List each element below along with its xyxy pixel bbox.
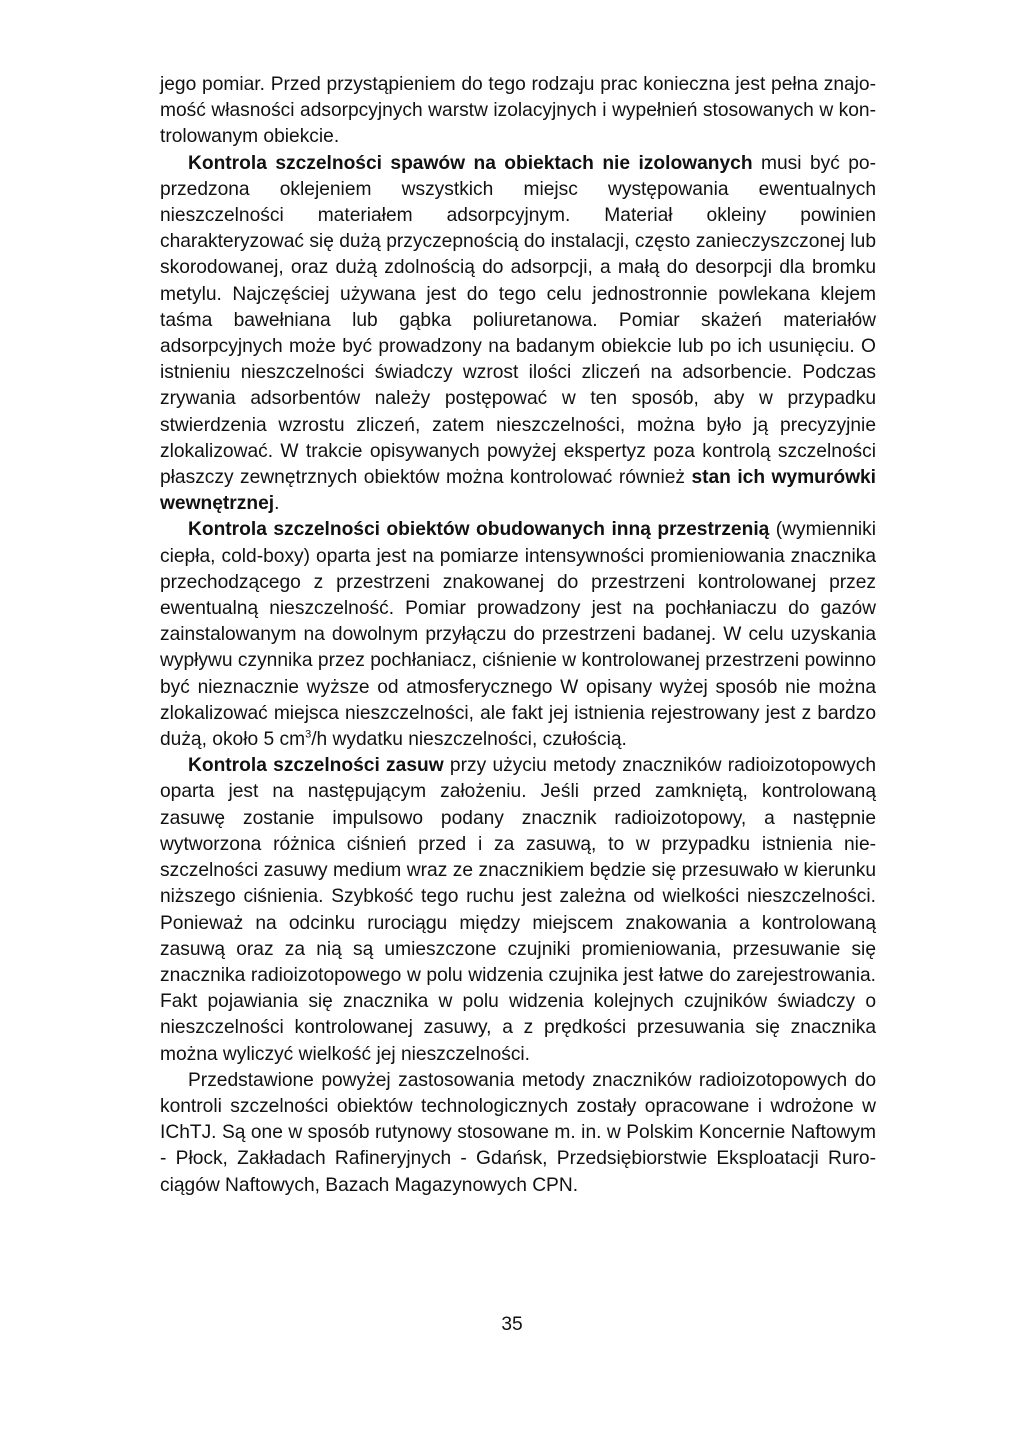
paragraph: [160, 72, 876, 151]
paragraph-text: /h wydatku nieszczelności, czułością.: [311, 729, 627, 751]
page-number: 35: [501, 1314, 523, 1335]
paragraph-text: Przedstawione powyżej zastosowania metody znaczników radioizotopowych do kontroli szczelności obiektów technologicznych zostały opracowane i wdrożone w IChTJ. Są one w sposób rutynowy stosowane m. in. w Polskim Koncernie Naftowym - Płock, Zakładach Rafineryjnych - Gdańsk, Przedsiębiorstwie Eksploatacji Rurociągów Naftowych, Bazach Magazynowych CPN.: [160, 1069, 876, 1196]
bold-heading-text: Kontrola szczelności obiektów obudowanych inną przestrzenią: [188, 519, 770, 541]
bold-heading-text: Kontrola szczelności zasuw: [188, 755, 444, 777]
paragraph: [160, 753, 876, 1067]
paragraph-text: .: [274, 493, 280, 515]
bold-heading-text: Kontrola szczelności spawów na obiektach nie izolowanych: [188, 152, 753, 174]
paragraph: [160, 517, 876, 753]
paragraph-text: jego pomiar. Przed przystąpieniem do tego rodzaju prac konieczna jest pełna znajomość własności adsorpcyjnych warstw izolacyjnych i wypełnień stosowanych w kontrolowanym obiekcie.: [160, 74, 876, 148]
paragraph-text: przy użyciu metody znaczników radioizotopowych oparta jest na następującym założeniu. Jeśli przed zamkniętą, kontrolowaną zasuwę zostanie impulsowo podany znacznik radioizotopowy, a następnie wytworzona różnica ciśnień przed i za zasuwą, to w przypadku istnienia nieszczelności zasuwy medium wraz ze znacznikiem będzie się przesuwało w kierunku niższego ciśnienia. Szybkość tego ruchu jest zależna od wielkości nieszczelności. Ponieważ na odcinku rurociągu między miejscem znakowania a kontrolowaną zasuwą oraz za nią są umieszczone czujniki promieniowania, przesuwanie się znacznika radioizotopowego w polu widzenia czujnika jest łatwe do zarejestrowania. Fakt pojawiania się znacznika w polu widzenia kolejnych czujników świadczy o nieszczelności kontrolowanej zasuwy, a z prędkości przesuwania się znacznika można wyliczyć wielkość jej nieszczelności.: [160, 755, 876, 1065]
paragraph-text: musi być poprzedzona oklejeniem wszystkich miejsc występowania ewentualnych nieszczelności materiałem adsorpcyjnym. Materiał okleiny powinien charakteryzować się dużą przyczepnością do instalacji, często zanieczyszczonej lub skorodowanej, oraz dużą zdolnością do adsorpcji, a małą do desorpcji dla bromku metylu. Najczęściej używana jest do tego celu jednostronnie powlekana klejem taśma bawełniana lub gąbka poliuretanowa. Pomiar skażeń materiałów adsorpcyjnych może być prowadzony na badanym obiekcie lub po ich usunięciu. O istnieniu nieszczelności świadczy wzrost ilości zliczeń na adsorbencie. Podczas zrywania adsorbentów należy postępować w ten sposób, aby w przypadku stwierdzenia wzrostu zliczeń, zatem nieszczelności, można było ją precyzyjnie zlokalizować. W trakcie opisywanych powyżej ekspertyz poza kontrolą szczelności płaszczy zewnętrznych obiektów można kontrolować również: [160, 152, 876, 489]
bold-heading-text: stan ich wymurówki wewnętrznej: [160, 467, 877, 515]
paragraph: [160, 1068, 876, 1199]
superscript: 3: [305, 728, 312, 741]
document-body: [160, 72, 876, 1199]
paragraph-text: (wymienniki ciepła, cold-boxy) oparta jest na pomiarze intensywności promieniowania znacznika przechodzącego z przestrzeni znakowanej do przestrzeni kontrolowanej przez ewentualną nieszczelność. Pomiar prowadzony jest na pochłaniaczu do gazów zainstalowanym na dowolnym przyłączu do przestrzeni badanej. W celu uzyskania wypływu czynnika przez pochłaniacz, ciśnienie w kontrolowanej przestrzeni powinno być nieznacznie wyższe od atmosferycznego W opisany wyżej sposób nie można zlokalizować miejsca nieszczelności, ale fakt jej istnienia rejestrowany jest z bardzo dużą, około 5 cm: [160, 519, 876, 751]
paragraph: [160, 151, 876, 518]
